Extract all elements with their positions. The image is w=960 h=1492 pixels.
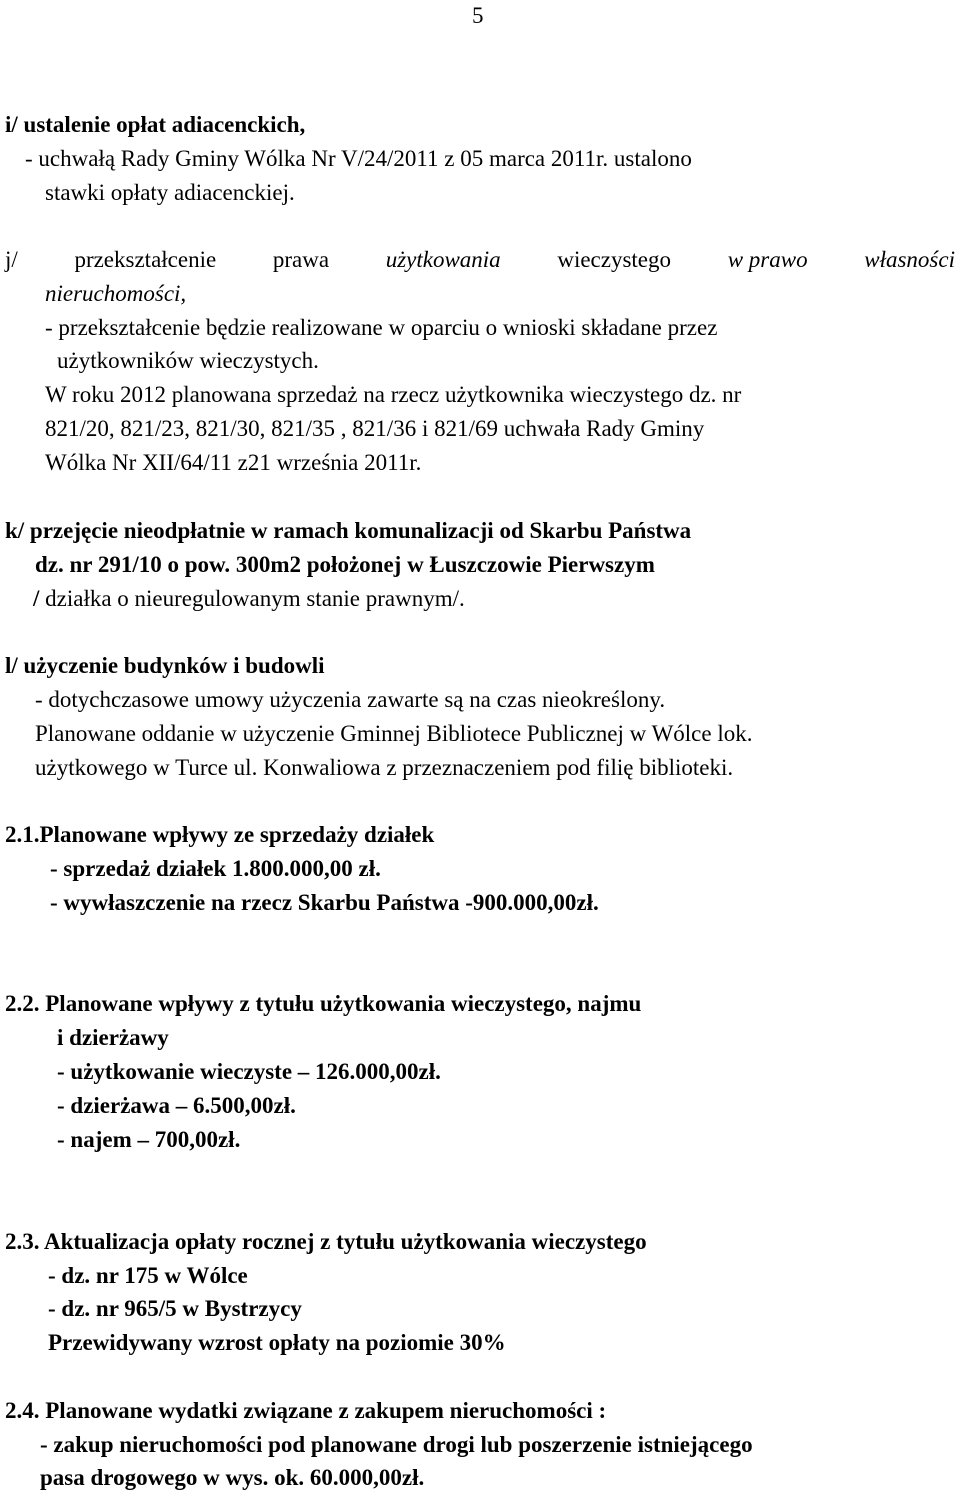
section-j-word: własności [864, 247, 955, 272]
section-j-word: użytkowania [385, 247, 501, 272]
section-2-2-line-1: i dzierżawy [57, 1025, 169, 1050]
section-2-2-line-4: - najem – 700,00zł. [57, 1127, 241, 1152]
section-j-word: wieczystego [557, 247, 672, 272]
section-l-line-3: użytkowego w Turce ul. Konwaliowa z przeznaczeniem pod filię biblioteki. [35, 755, 734, 780]
section-j-word: prawa [272, 247, 330, 272]
section-j-heading-cont: nieruchomości, [45, 281, 187, 306]
section-2-1-line-2: - wywłaszczenie na rzecz Skarbu Państwa -900.000,00zł. [50, 890, 599, 915]
section-j-line-1: - przekształcenie będzie realizowane w oparciu o wnioski składane przez [45, 315, 718, 340]
section-2-2-heading: 2.2. Planowane wpływy z tytułu użytkowania wieczystego, najmu [5, 991, 642, 1016]
section-j-line-4: 821/20, 821/23, 821/30, 821/35 , 821/36 i 821/69 uchwała Rady Gminy [45, 416, 705, 441]
section-i-heading: i/ ustalenie opłat adiacenckich, [5, 112, 306, 137]
section-j-heading [5, 247, 955, 273]
section-j-line-2: użytkowników wieczystych. [57, 348, 319, 373]
section-2-2-line-3: - dzierżawa – 6.500,00zł. [57, 1093, 296, 1118]
section-j-word: w prawo [727, 247, 808, 272]
section-j-label: j/ [5, 247, 18, 272]
section-2-4-line-2: pasa drogowego w wys. ok. 60.000,00zł. [40, 1465, 425, 1490]
section-l-heading: l/ użyczenie budynków i budowli [5, 653, 325, 678]
section-l-line-1: - dotychczasowe umowy użyczenia zawarte są na czas nieokreślony. [35, 687, 666, 712]
section-k-line-2 [33, 586, 465, 612]
section-2-4-heading: 2.4. Planowane wydatki związane z zakupem nieruchomości : [5, 1398, 607, 1423]
section-j-line-3: W roku 2012 planowana sprzedaż na rzecz użytkownika wieczystego dz. nr [45, 382, 742, 407]
section-k-slash: / [33, 586, 40, 611]
section-2-3-line-2: - dz. nr 965/5 w Bystrzycy [48, 1296, 302, 1321]
section-k-line-2-text: działka o nieuregulowanym stanie prawnym/. [39, 586, 465, 611]
section-i-line-1: - uchwałą Rady Gminy Wólka Nr V/24/2011 z 05 marca 2011r. ustalono [25, 146, 692, 171]
section-j-line-5: Wólka Nr XII/64/11 z21 września 2011r. [45, 450, 422, 475]
section-2-1-line-1: - sprzedaż działek 1.800.000,00 zł. [50, 856, 381, 881]
section-l-line-2: Planowane oddanie w użyczenie Gminnej Bibliotece Publicznej w Wólce lok. [35, 721, 753, 746]
section-2-1-heading: 2.1.Planowane wpływy ze sprzedaży działek [5, 822, 435, 847]
section-k-heading: k/ przejęcie nieodpłatnie w ramach komunalizacji od Skarbu Państwa [5, 518, 692, 543]
section-2-2-line-2: - użytkowanie wieczyste – 126.000,00zł. [57, 1059, 441, 1084]
section-k-line-1: dz. nr 291/10 o pow. 300m2 położonej w Łuszczowie Pierwszym [35, 552, 655, 577]
section-j-word: przekształcenie [74, 247, 217, 272]
section-2-3-line-3: Przewidywany wzrost opłaty na poziomie 30% [48, 1330, 506, 1355]
section-i-line-2: stawki opłaty adiacenckiej. [45, 180, 295, 205]
section-2-3-line-1: - dz. nr 175 w Wólce [48, 1263, 248, 1288]
section-2-4-line-1: - zakup nieruchomości pod planowane drogi lub poszerzenie istniejącego [40, 1432, 753, 1457]
page-number: 5 [472, 3, 484, 28]
section-2-3-heading: 2.3. Aktualizacja opłaty rocznej z tytułu użytkowania wieczystego [5, 1229, 647, 1254]
